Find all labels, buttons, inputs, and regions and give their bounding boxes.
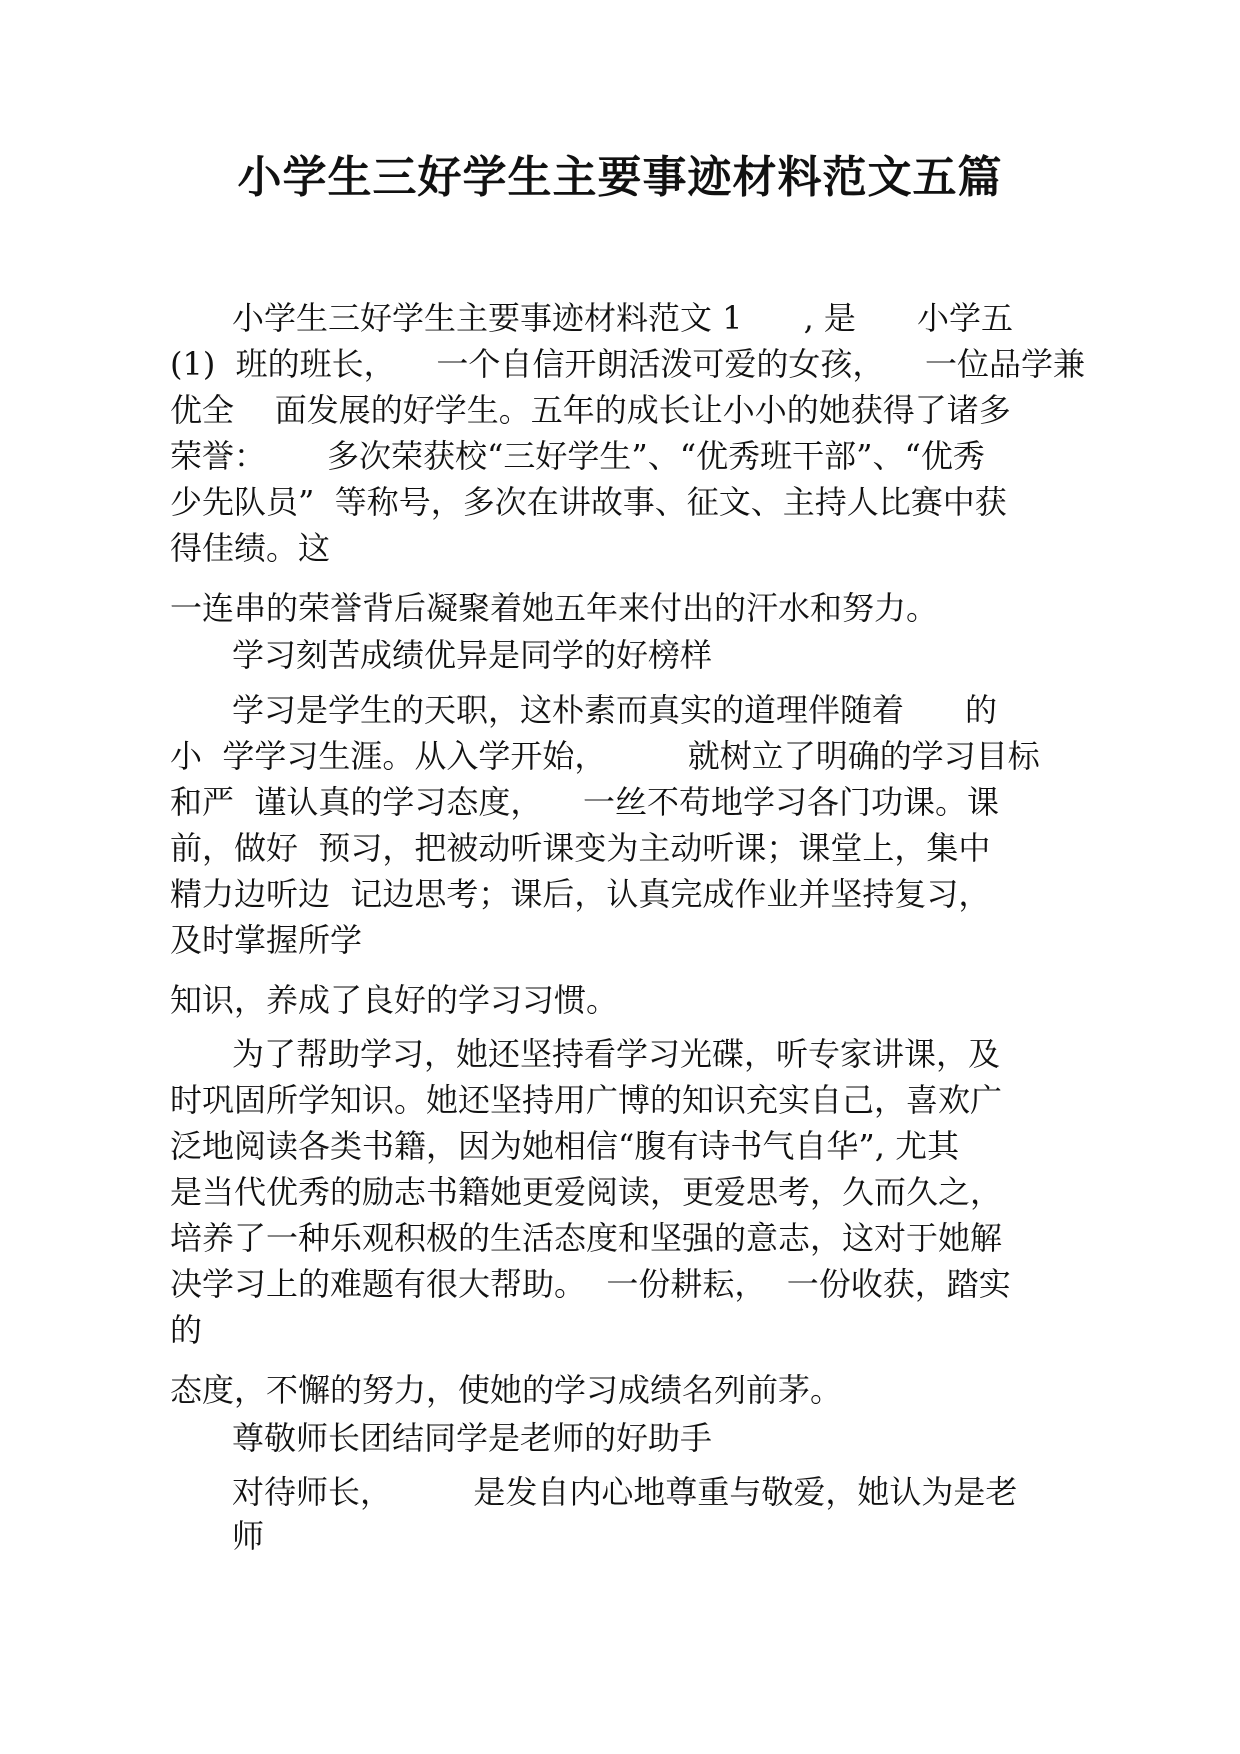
body-line: (1) 班的班长， 一个自信开朗活泼可爱的女孩， 一位品学兼 (170, 345, 1086, 383)
body-line: 是当代优秀的励志书籍她更爱阅读，更爱思考，久而久之， (170, 1173, 1003, 1211)
document-title: 小学生三好学生主要事迹材料范文五篇 (237, 152, 1003, 203)
body-line: 对待师长， 是发自内心地尊重与敬爱，她认为是老 (232, 1473, 1018, 1511)
body-line: 及时掌握所学 (170, 921, 363, 959)
body-line: 和严 谨认真的学习态度， 一丝不苟地学习各门功课。课 (170, 783, 1000, 821)
body-line: 时巩固所学知识。她还坚持用广博的知识充实自己，喜欢广 (170, 1081, 1003, 1119)
section-heading: 尊敬师长团结同学是老师的好助手 (232, 1419, 713, 1457)
body-line: 荣誉： 多次荣获校“三好学生”、“优秀班干部”、“优秀 (170, 437, 985, 475)
body-line: 学习是学生的天职，这朴素而真实的道理伴随着 的 (232, 691, 998, 729)
body-line: 态度，不懈的努力，使她的学习成绩名列前茅。 (170, 1371, 843, 1409)
body-line: 前，做好 预习，把被动听课变为主动听课；课堂上，集中 (170, 829, 991, 867)
body-line: 培养了一种乐观积极的生活态度和坚强的意志，这对于她解 (170, 1219, 1003, 1257)
body-line: 少先队员” 等称号，多次在讲故事、征文、主持人比赛中获 (170, 483, 1007, 521)
body-line: 师 (232, 1517, 265, 1555)
body-line: 泛地阅读各类书籍，因为她相信“腹有诗书气自华”, 尤其 (170, 1127, 960, 1165)
body-line: 精力边听边 记边思考；课后，认真完成作业并坚持复习， (170, 875, 991, 913)
section-heading: 学习刻苦成绩优异是同学的好榜样 (232, 636, 713, 674)
body-line: 小 学学习生涯。从入学开始， 就树立了明确的学习目标 (170, 737, 1040, 775)
body-line: 的 (170, 1311, 203, 1349)
body-line: 优全 面发展的好学生。五年的成长让小小的她获得了诸多 (170, 391, 1011, 429)
body-line: 为了帮助学习，她还坚持看学习光碟，听专家讲课，及 (232, 1035, 1001, 1073)
body-line: 决学习上的难题有很大帮助。 一份耕耘， 一份收获，踏实 (170, 1265, 1011, 1303)
body-line: 一连串的荣誉背后凝聚着她五年来付出的汗水和努力。 (170, 589, 939, 627)
body-line: 得佳绩。这 (170, 529, 331, 567)
body-line: 小学生三好学生主要事迹材料范文 1 , 是 小学五 (232, 299, 1013, 337)
body-line: 知识，养成了良好的学习习惯。 (170, 981, 619, 1019)
